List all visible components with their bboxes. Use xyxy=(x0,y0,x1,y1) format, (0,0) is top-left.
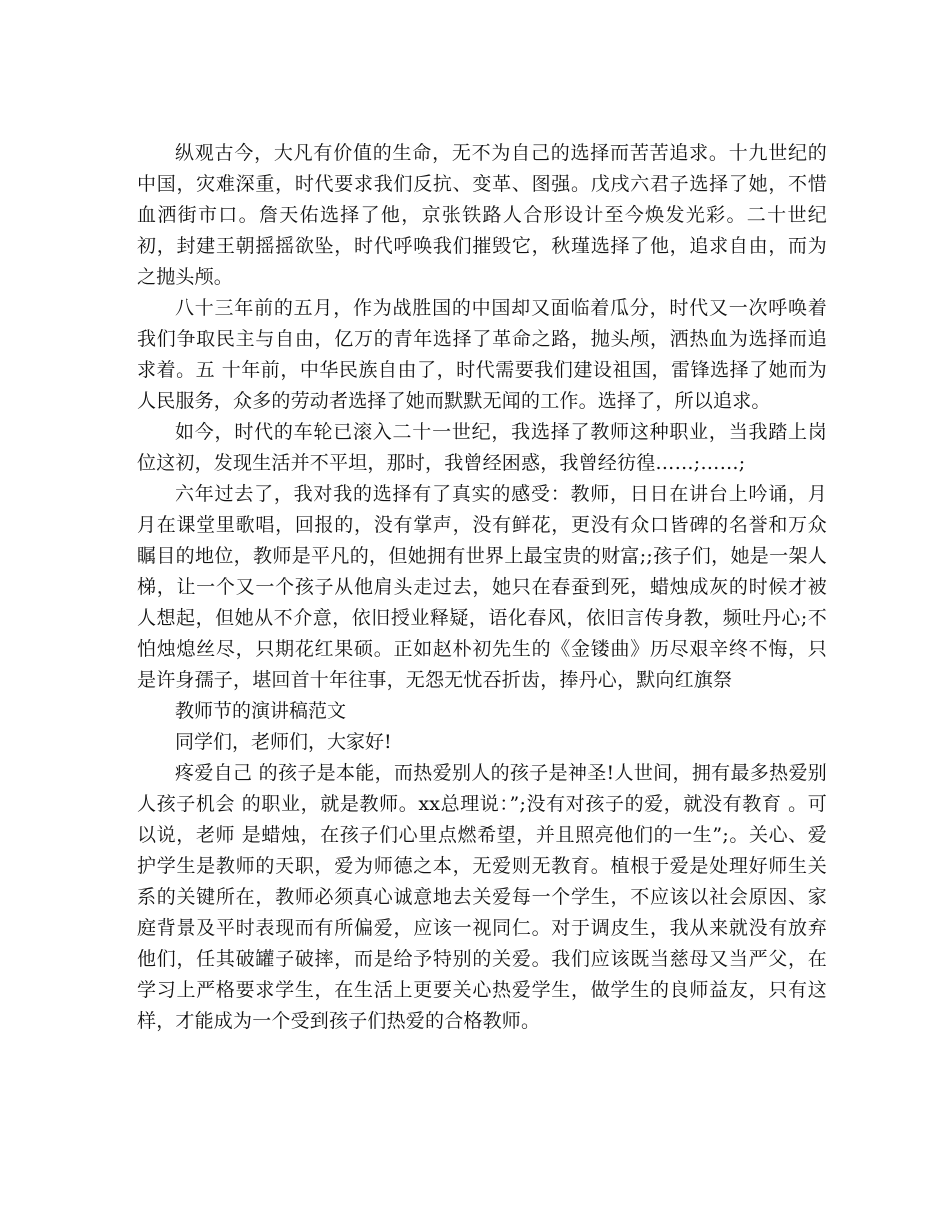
paragraph-may-fourth: 八十三年前的五月，作为战胜国的中国却又面临着瓜分，时代又一次呼唤着我们争取民主与自由，亿万的青年选择了革命之路，抛头颅，洒热血为选择而追求着。五 十年前，中华民族自由了，时代需要我们建设祖国，雷锋选择了她而为人民服务，众多的劳动者选择了她而默默无闻的工作。选择了，所以追求。 xyxy=(137,297,827,412)
paragraph-love-students: 疼爱自己 的孩子是本能，而热爱别人的孩子是神圣!人世间，拥有最多热爱别人孩子机会 的职业，就是教师。xx总理说：”;没有对孩子的爱，就没有教育 。可以说，老师 是蜡烛，在孩子们心里点燃希望，并且照亮他们的一生”;。关心、爱护学生是教师的天职，爱为师德之本，无爱则无教育。植根于爱是处理好师生关系的关键所在，教师必须真心诚意地去关爱每一个学生，不应该以社会原因、家庭背景及平时表现而有所偏爱，应该一视同仁。对于调皮生，我从来就没有放弃 他们，任其破罐子破摔，而是给予特别的关爱。我们应该既当慈母又当严父，在学习上严格要求学生，在生活上更要关心热爱学生，做学生的良师益友，只有这样，才能成为一个受到孩子们热爱的合格教师。 xyxy=(137,762,827,1032)
paragraph-teacher-choice: 如今，时代的车轮已滚入二十一世纪，我选择了教师这种职业，当我踏上岗位这初，发现生活并不平坦，那时，我曾经困惑，我曾经彷徨……;……; xyxy=(137,421,827,474)
section-title: 教师节的演讲稿范文 xyxy=(175,700,347,722)
paragraph-history-choices: 纵观古今，大凡有价值的生命，无不为自己的选择而苦苦追求。十九世纪的中国，灾难深重，时代要求我们反抗、变革、图强。戊戌六君子选择了她，不惜血洒街市口。詹天佑选择了他，京张铁路人合形设计至今焕发光彩。二十世纪初，封建王朝摇摇欲坠，时代呼唤我们摧毁它，秋瑾选择了他，追求自由，而为之抛头颅。 xyxy=(137,142,827,288)
greeting: 同学们，老师们，大家好! xyxy=(175,731,392,753)
paragraph-six-years: 六年过去了，我对我的选择有了真实的感受：教师，日日在讲台上吟诵，月月在课堂里歌唱，回报的，没有掌声，没有鲜花，更没有众口皆碑的名誉和万众瞩目的地位，教师是平凡的，但她拥有世界上最宝贵的财富;;孩子们，她是一架人梯，让一个又一个孩子从他肩头走过去，她只在春蚕到死，蜡烛成灰的时候才被人想起，但她从不介意，依旧授业释疑，语化春风，依旧言传身教，频吐丹心;不怕烛熄丝尽，只期花红果硕。正如赵朴初先生的《金镂曲》历尽艰辛终不悔，只是许身孺子，堪回首十年往事，无怨无忧吞折齿，捧丹心，默向红旗祭 xyxy=(137,483,827,691)
document-body xyxy=(137,138,827,1037)
